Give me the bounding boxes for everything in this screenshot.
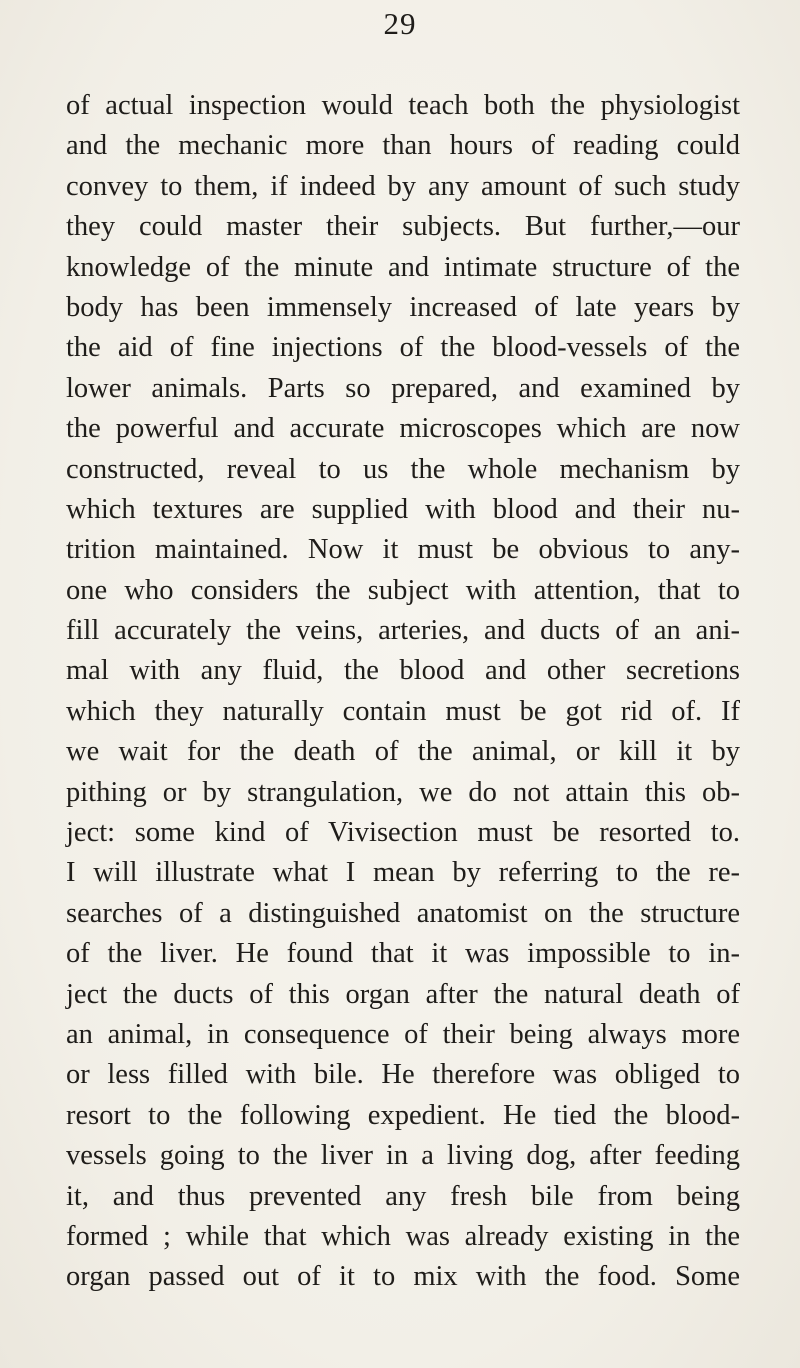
text-line: body has been immensely increased of late years by — [66, 291, 740, 323]
text-line: of actual inspection would teach both the physiologist — [66, 90, 740, 121]
text-line: mal with any fluid, the blood and other secretions — [66, 655, 740, 687]
page-number: 29 — [383, 6, 417, 41]
text-line: constructed, reveal to us the whole mechanism by — [66, 453, 740, 485]
text-line: knowledge of the minute and intimate structure of the — [66, 251, 740, 283]
text-line: I will illustrate what I mean by referring to the re- — [66, 857, 740, 889]
text-line: resort to the following expedient. He tied the blood- — [66, 1099, 740, 1131]
text-line: organ passed out of it to mix with the food. Some — [66, 1261, 740, 1293]
text-line: pithing or by strangulation, we do not attain this ob- — [66, 776, 740, 808]
text-line: of the liver. He found that it was impossible to in- — [66, 938, 740, 970]
text-line: vessels going to the liver in a living dog, after feeding — [66, 1140, 740, 1172]
text-line: ject the ducts of this organ after the natural death of — [66, 978, 740, 1010]
text-line: we wait for the death of the animal, or kill it by — [66, 736, 740, 768]
text-line: the aid of fine injections of the blood-vessels of the — [66, 332, 740, 364]
text-line: they could master their subjects. But further,—our — [66, 211, 740, 243]
text-line: formed ; while that which was already existing in the — [66, 1220, 740, 1252]
text-line: an animal, in consequence of their being always more — [66, 1018, 740, 1050]
text-line: it, and thus prevented any fresh bile from being — [66, 1180, 740, 1212]
text-line: which they naturally contain must be got rid of. If — [66, 695, 740, 727]
body-text — [66, 86, 740, 1298]
text-line: and the mechanic more than hours of reading could — [66, 130, 740, 162]
text-line: the powerful and accurate microscopes which are now — [66, 413, 740, 445]
text-line: convey to them, if indeed by any amount of such study — [66, 170, 740, 202]
text-line: or less filled with bile. He therefore was obliged to — [66, 1059, 740, 1091]
text-line: which textures are supplied with blood and their nu- — [66, 493, 740, 525]
text-line: fill accurately the veins, arteries, and ducts of an ani- — [66, 615, 740, 647]
text-line: lower animals. Parts so prepared, and examined by — [66, 372, 740, 404]
text-line: searches of a distinguished anatomist on the structure — [66, 897, 740, 929]
text-line: one who considers the subject with attention, that to — [66, 574, 740, 606]
text-line: ject: some kind of Vivisection must be resorted to. — [66, 817, 740, 849]
text-line: trition maintained. Now it must be obvious to any- — [66, 534, 740, 566]
